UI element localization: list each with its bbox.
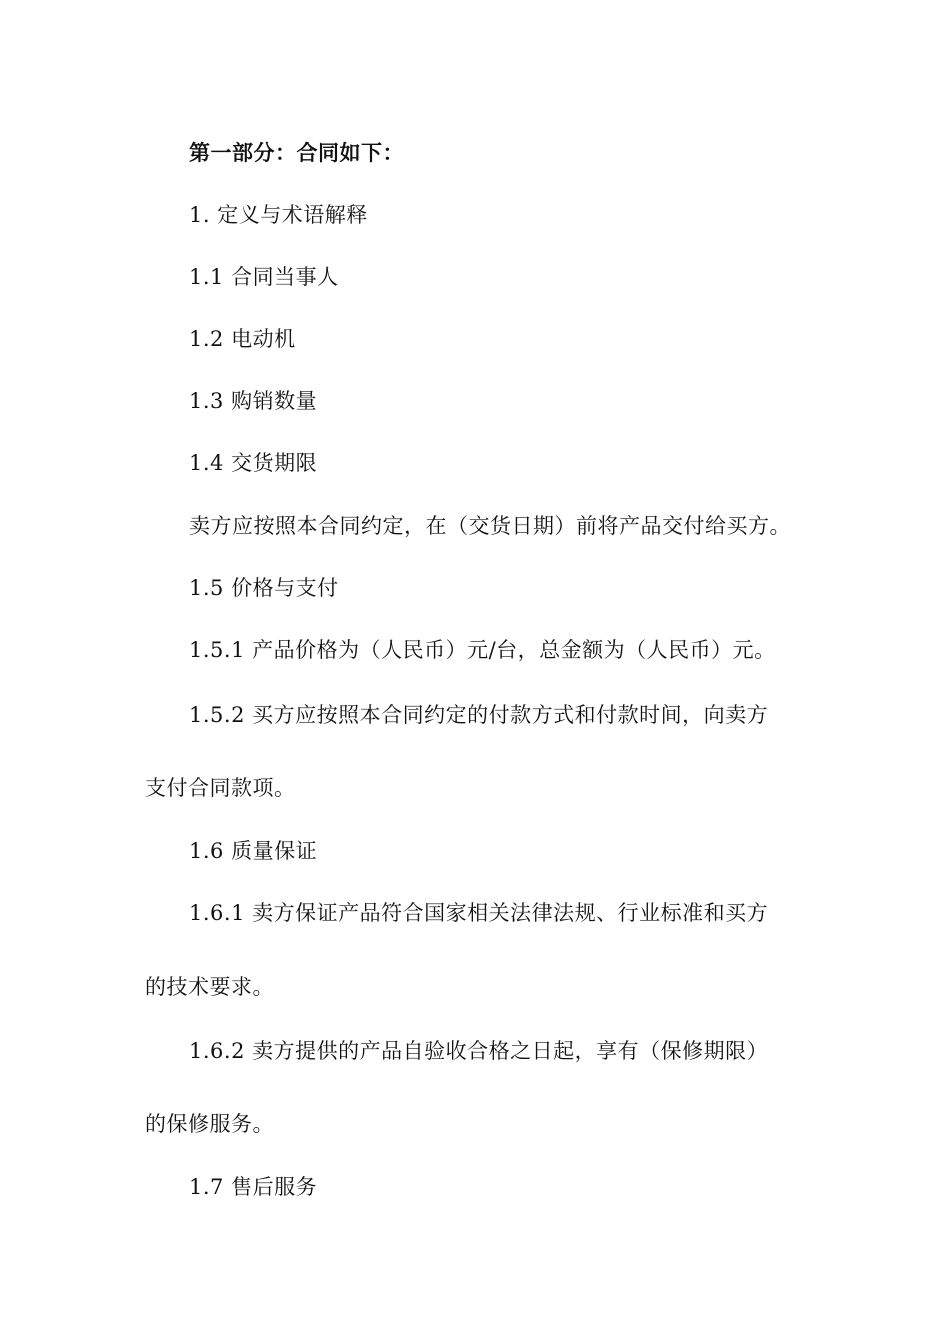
- clause-1-1-heading: 1.1 合同当事人: [189, 265, 339, 289]
- clause-1-6-2-text: 1.6.2 卖方提供的产品自验收合格之日起，享有（保修期限）: [189, 1039, 769, 1063]
- clause-1-6-2-continuation: 的保修服务。: [145, 1112, 274, 1136]
- section-heading: 第一部分：合同如下：: [189, 140, 404, 165]
- clause-1-3-heading: 1.3 购销数量: [189, 389, 318, 413]
- clause-1-2-heading: 1.2 电动机: [189, 327, 296, 351]
- clause-1-5-2-continuation: 支付合同款项。: [145, 776, 296, 800]
- clause-1-5-1-text: 1.5.1 产品价格为（人民币）元/台，总金额为（人民币）元。: [189, 638, 776, 662]
- clause-1-4-text: 卖方应按照本合同约定，在（交货日期）前将产品交付给买方。: [189, 514, 791, 538]
- clause-1-4-heading: 1.4 交货期限: [189, 451, 318, 475]
- clause-1-heading: 1. 定义与术语解释: [189, 203, 368, 227]
- clause-1-6-1-text: 1.6.1 卖方保证产品符合国家相关法律法规、行业标准和买方: [189, 901, 769, 925]
- clause-1-6-heading: 1.6 质量保证: [189, 839, 318, 863]
- clause-1-6-1-continuation: 的技术要求。: [145, 975, 274, 999]
- clause-1-5-2-text: 1.5.2 买方应按照本合同约定的付款方式和付款时间，向卖方: [189, 703, 769, 727]
- clause-1-5-heading: 1.5 价格与支付: [189, 576, 339, 600]
- clause-1-7-heading: 1.7 售后服务: [189, 1175, 318, 1199]
